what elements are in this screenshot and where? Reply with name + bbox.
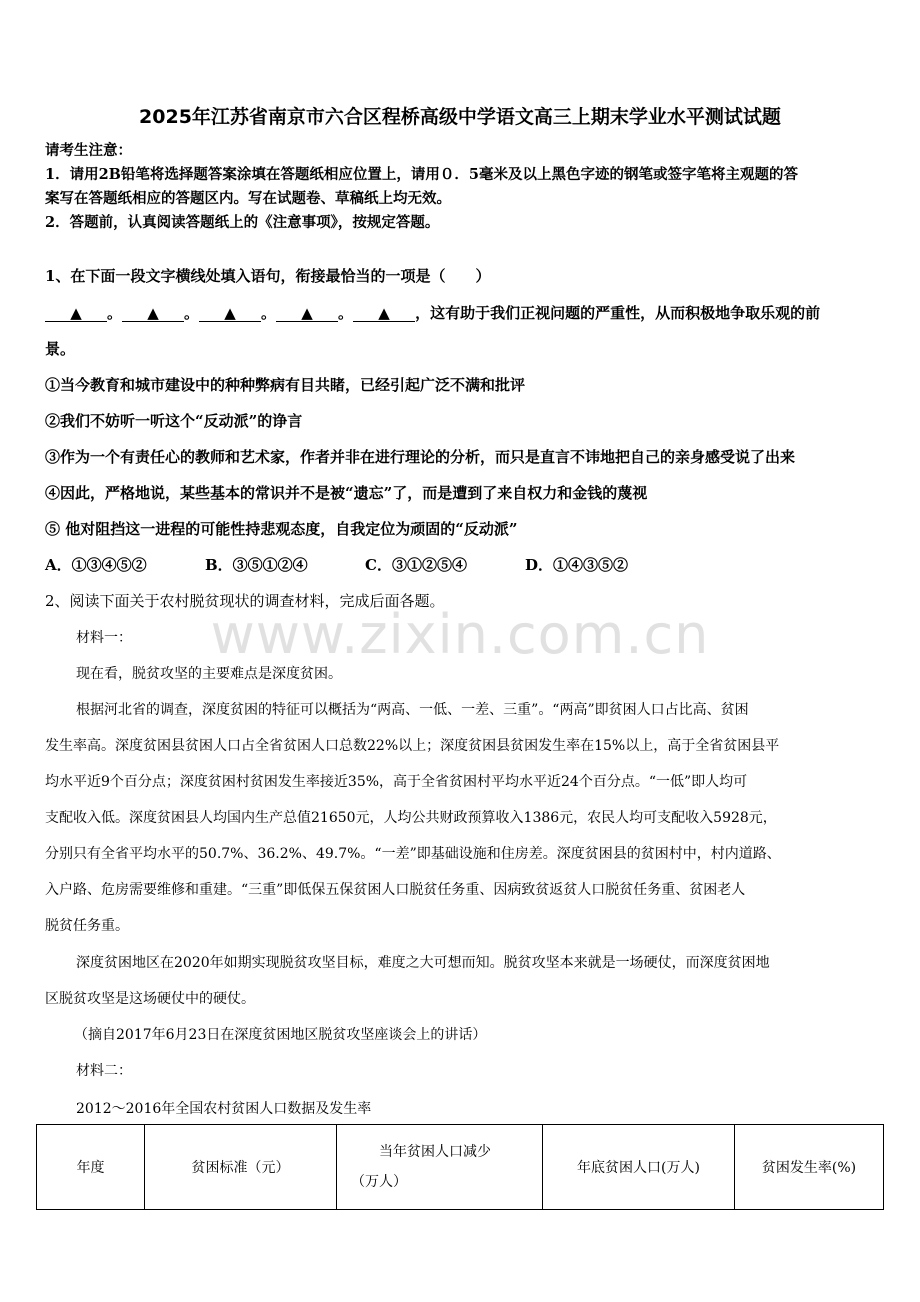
- material-1-label: 材料一：: [76, 630, 132, 646]
- blank-1: ▲: [45, 305, 107, 322]
- paragraph-2-line: 支配收入低。深度贫困县人均国内生产总值21650元，人均公共财政预算收入1386元，农民人均可支配收入5928元，: [45, 810, 777, 826]
- question-1-blanks-line: [45, 302, 820, 323]
- paragraph-2-line: 入户路、危房需要维修和重建。“三重”即低保五保贫困人口脱贫任务重、因病致贫返贫人口脱贫任务重、贫困老人: [45, 882, 746, 898]
- q1-item-5: ⑤ 他对阻挡这一进程的可能性持悲观态度，自我定位为顽固的“反动派”: [45, 520, 518, 538]
- q1-item-2: ②我们不妨听一听这个“反动派”的诤言: [45, 412, 303, 430]
- page-title: 2025年江苏省南京市六合区程桥高级中学语文高三上期末学业水平测试试题: [139, 106, 781, 128]
- paragraph-2-line: 脱贫任务重。: [45, 918, 129, 934]
- notice-line-2: 案写在答题纸相应的答题区内。写在试题卷、草稿纸上均无效。: [45, 190, 451, 207]
- separator: 。: [338, 304, 354, 322]
- header-poverty-reduction: [337, 1125, 543, 1210]
- question-1-stem: 1、在下面一段文字横线处填入语句，衔接最恰当的一项是（ ）: [45, 267, 491, 285]
- paragraph-2-line: 均水平近9个百分点；深度贫困村贫困发生率接近35%，高于全省贫困村平均水平近24个百分点。“一低”即人均可: [45, 774, 748, 790]
- paragraph-2-line: 分别只有全省平均水平的50.7%、36.2%、49.7%。“一差”即基础设施和住房差。深度贫困县的贫困村中，村内道路、: [45, 846, 781, 862]
- table-caption: 2012～2016年全国农村贫困人口数据及发生率: [76, 1101, 372, 1117]
- paragraph-2-line: 根据河北省的调查，深度贫困的特征可以概括为“两高、一低、一差、三重”。“两高”即贫困人口占比高、贫困: [76, 702, 749, 718]
- table-header-row: [37, 1125, 884, 1210]
- separator: 。: [184, 304, 200, 322]
- q1-item-3: ③作为一个有责任心的教师和艺术家，作者并非在进行理论的分析，而只是直言不讳地把自己的亲身感受说了出来: [45, 448, 796, 466]
- paragraph-1: 现在看，脱贫攻坚的主要难点是深度贫困。: [76, 666, 342, 682]
- blank-4: ▲: [276, 305, 338, 322]
- watermark: www.zixin.com.cn: [210, 603, 710, 666]
- q1-item-4: ④因此，严格地说，某些基本的常识并不是被“遗忘”了，而是遭到了来自权力和金钱的蔑视: [45, 484, 648, 502]
- option-c[interactable]: C．③①②⑤④: [365, 556, 467, 574]
- header-year: 年度: [37, 1125, 145, 1210]
- blank-3: ▲: [199, 305, 261, 322]
- question-1-tail-2: 景。: [45, 340, 76, 358]
- separator: 。: [261, 304, 277, 322]
- blank-5: ▲: [353, 305, 415, 322]
- header-poverty-reduction-line1: 当年贫困人口减少: [379, 1144, 491, 1160]
- notice-line-3: 2．答题前，认真阅读答题纸上的《注意事项》，按规定答题。: [45, 214, 440, 231]
- q1-item-1: ①当今教育和城市建设中的种种弊病有目共睹，已经引起广泛不满和批评: [45, 376, 526, 394]
- material-2-label: 材料二：: [76, 1063, 132, 1079]
- option-a[interactable]: A．①③④⑤②: [45, 556, 147, 574]
- q1-options: [45, 554, 628, 575]
- option-b[interactable]: B．③⑤①②④: [205, 556, 308, 574]
- question-1-tail: ，这有助于我们正视问题的严重性，从而积极地争取乐观的前: [415, 304, 821, 322]
- blank-2: ▲: [122, 305, 184, 322]
- header-poverty-reduction-line2: （万人）: [351, 1174, 407, 1190]
- question-2-stem: 2、阅读下面关于农村脱贫现状的调查材料，完成后面各题。: [45, 592, 445, 610]
- source-note: （摘自2017年6月23日在深度贫困地区脱贫攻坚座谈会上的讲话）: [74, 1027, 487, 1043]
- option-d[interactable]: D．①④③⑤②: [525, 556, 629, 574]
- notice-line-1: 1．请用2B铅笔将选择题答案涂填在答题纸相应位置上，请用０．5毫米及以上黑色字迹的钢笔或签字笔将主观题的答: [45, 166, 799, 183]
- header-poverty-standard: 贫困标准（元）: [145, 1125, 337, 1210]
- paragraph-3-line: 深度贫困地区在2020年如期实现脱贫攻坚目标，难度之大可想而知。脱贫攻坚本来就是一场硬仗，而深度贫困地: [76, 955, 770, 971]
- paragraph-3-line: 区脱贫攻坚是这场硬仗中的硬仗。: [45, 991, 255, 1007]
- separator: 。: [107, 304, 123, 322]
- header-poverty-rate: 贫困发生率(%): [735, 1125, 884, 1210]
- header-year-end-poor: 年底贫困人口(万人): [543, 1125, 735, 1210]
- poverty-data-table: [36, 1124, 884, 1210]
- notice-heading: 请考生注意：: [45, 142, 132, 159]
- paragraph-2-line: 发生率高。深度贫困县贫困人口占全省贫困人口总数22%以上；深度贫困县贫困发生率在15%以上，高于全省贫困县平: [45, 738, 780, 754]
